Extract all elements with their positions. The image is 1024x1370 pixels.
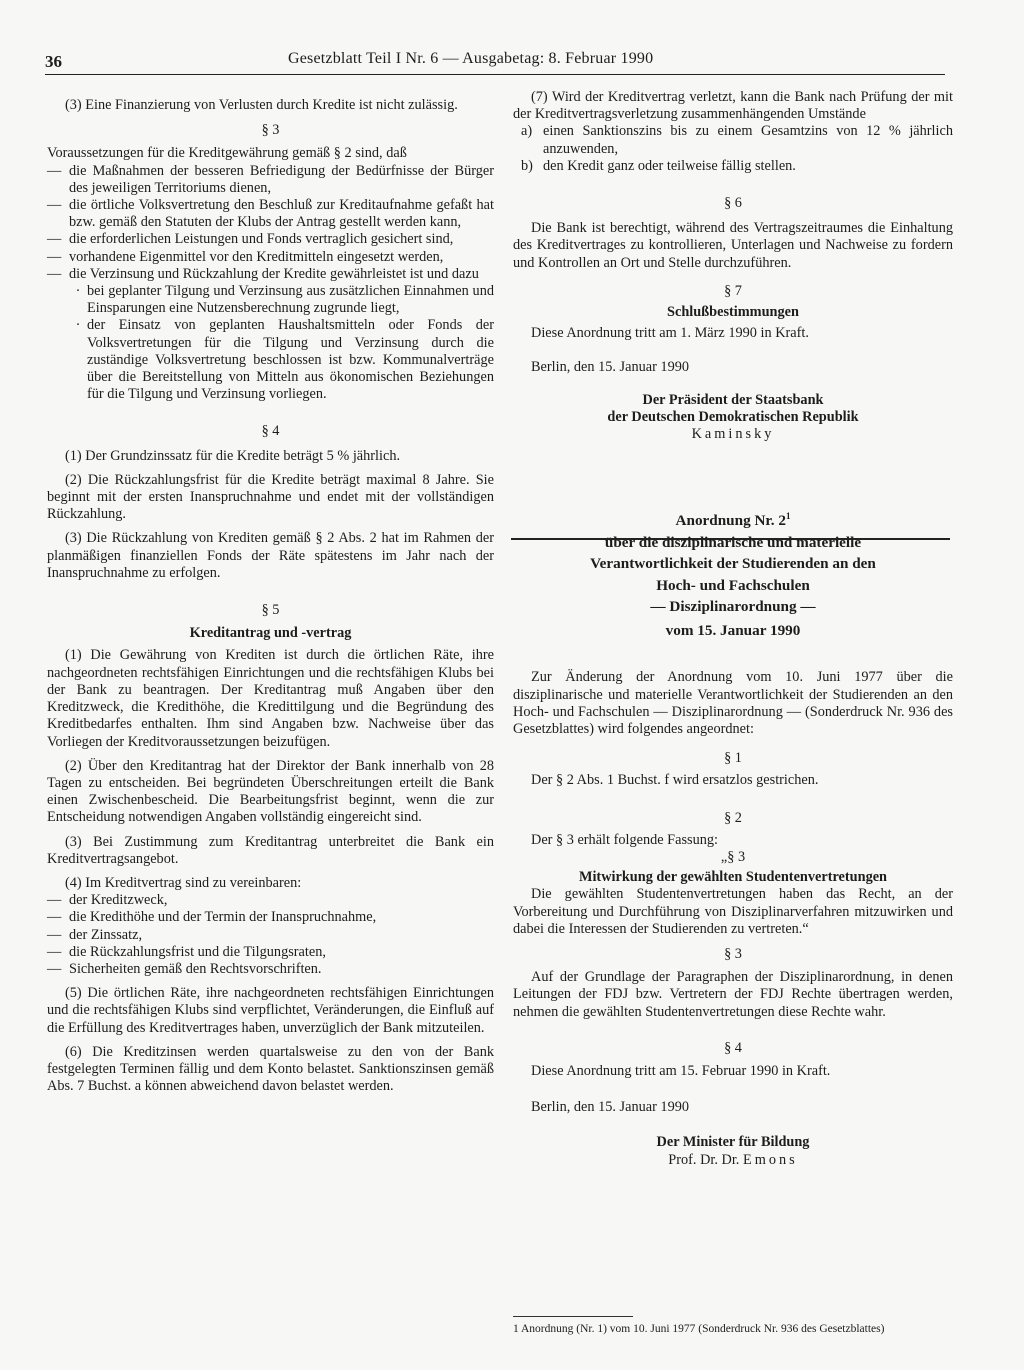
quoted-section-heading: „§ 3	[720, 848, 746, 865]
list-item: — die örtliche Volksvertretung den Beschluß zur Kreditaufnahme gefaßt hat bzw. gemäß den Statuten der Klubs der Antrag gestellt werden kann,	[47, 197, 494, 231]
paragraph: (1) Die Gewährung von Krediten ist durch die örtlichen Räte, ihre nachgeordneten rechtsfähigen Einrichtungen und die rechtsfähigen Klubs bei der Bank zu beantragen. Der Kreditantrag muß Angaben über den Kreditzweck, die Kredithöhe, die Kredittilgung und die Begründung des Kreditbedarfes enthalten. Ihm sind Angaben bzw. Nachweise über das Vorliegen der Kreditvoraussetzungen beizufügen.	[47, 647, 494, 750]
list-item: — die Verzinsung und Rückzahlung der Kredite gewährleistet ist und dazu	[47, 265, 479, 282]
ordinance-title: Anordnung Nr. $2^1$ über die disziplinarische und materielle Verantwortlichkeit der Studierenden an den Hoch- und Fachschulen — Disziplinarordnung — vom 15. Januar 1990	[590, 511, 876, 639]
paragraph: Der § 2 Abs. 1 Buchst. f wird ersatzlos gestrichen.	[531, 772, 819, 789]
paragraph: Diese Anordnung tritt am 15. Februar 1990 in Kraft.	[531, 1062, 831, 1079]
paragraph: (1) Der Grundzinssatz für die Kredite beträgt 5 % jährlich.	[65, 447, 401, 464]
list-item: b) den Kredit ganz oder teilweise fällig stellen.	[521, 157, 796, 174]
section-heading: § 3	[261, 122, 280, 139]
paragraph: Die Bank ist berechtigt, während des Vertragszeitraumes die Einhaltung des Kreditvertrages zu kontrollieren, Unterlagen und Nachweise zu fordern und Kontrollen an Ort und Stelle durchzuführen.	[513, 220, 953, 271]
paragraph: Der § 3 erhält folgende Fassung:	[531, 831, 719, 848]
section-title: Kreditantrag und -vertrag	[189, 625, 352, 642]
signer-title: Der Minister für Bildung	[656, 1134, 810, 1151]
section-heading: § 1	[724, 750, 742, 767]
paragraph: (6) Die Kreditzinsen werden quartalsweise zu den von der Bank festgelegten Terminen fällig und dem Konto belastet. Sanktionszinsen gemäß Abs. 7 Buchst. a können abweichend davon belastet werden.	[47, 1043, 494, 1095]
place-date: Berlin, den 15. Januar 1990	[531, 359, 690, 376]
paragraph: Voraussetzungen für die Kreditgewährung gemäß § 2 sind, daß	[47, 145, 407, 162]
paragraph: (4) Im Kreditvertrag sind zu vereinbaren:	[65, 874, 302, 891]
bullet-item: · bei geplanter Tilgung und Verzinsung aus zusätzlichen Einnahmen und Einsparungen eine Nutzensberechnung zugrunde liegt,	[75, 283, 494, 317]
section-heading: § 5	[261, 602, 280, 619]
page-number: 36	[45, 52, 62, 71]
list-item: — die Kredithöhe und der Termin der Inanspruchnahme,	[47, 909, 377, 926]
paragraph: Diese Anordnung tritt am 1. März 1990 in Kraft.	[531, 325, 809, 342]
paragraph: (3) Bei Zustimmung zum Kreditantrag unterbreitet die Bank ein Kreditvertragsangebot.	[47, 833, 494, 867]
list-item: — die Rückzahlungsfrist und die Tilgungsraten,	[47, 943, 326, 960]
signer-name: Kaminsky	[691, 426, 775, 443]
paragraph: (2) Die Rückzahlungsfrist für die Kredite beträgt maximal 8 Jahre. Sie beginnt mit der ersten Inanspruchnahme und endet mit der vollständigen Rückzahlung.	[47, 471, 494, 523]
footnote-marker: 1	[785, 511, 791, 522]
signer-name: Prof. Dr. Dr. Emons	[668, 1151, 798, 1168]
list-item: — die erforderlichen Leistungen und Fonds vertraglich gesichert sind,	[47, 231, 454, 248]
paragraph: (7) Wird der Kreditvertrag verletzt, kann die Bank nach Prüfung der mit der Kreditvertragsverletzung zusammenhängenden Umstände	[513, 89, 953, 123]
header-title: Gesetzblatt Teil I Nr. 6 — Ausgabetag: 8. Februar 1990	[288, 50, 654, 67]
section-heading: § 4	[261, 423, 280, 440]
section-heading: § 2	[724, 809, 742, 826]
left-column	[47, 97, 494, 1095]
paragraph: Auf der Grundlage der Paragraphen der Disziplinarordnung, in denen Leitungen der FDJ bzw. Vertretern der FDJ Rechte übertragen werden, nehmen die gewählten Studentenvertretungen diese Rechte wahr.	[513, 969, 953, 1020]
list-item: — Sicherheiten gemäß den Rechtsvorschriften.	[47, 960, 322, 977]
page-header	[45, 48, 945, 75]
section-heading: § 7	[724, 282, 742, 299]
list-item: — der Kreditzweck,	[47, 892, 168, 909]
list-item: — die Maßnahmen der besseren Befriedigung der Bedürfnisse der Bürger des jeweiligen Territoriums dienen,	[47, 162, 494, 196]
paragraph: (2) Über den Kreditantrag hat der Direktor der Bank innerhalb von 28 Tagen zu entscheiden. Bei begründeten Überschreitungen erteilt die Bank einen Zwischenbescheid. Die Bearbeitungsfrist beginnt, wenn die zur Entscheidung notwendigen Angaben vollständig eingereicht sind.	[47, 757, 494, 826]
paragraph: (3) Eine Finanzierung von Verlusten durch Kredite ist nicht zulässig.	[65, 97, 458, 113]
paragraph: Zur Änderung der Anordnung vom 10. Juni 1977 über die disziplinarische und materielle Verantwortlichkeit der Studierenden an den Hoch- und Fachschulen — Disziplinarordnung — (Sonderdruck Nr. 936 des Gesetzblattes) wird folgendes angeordnet:	[513, 669, 953, 737]
bullet-item: · der Einsatz von geplanten Haushaltsmitteln oder Fonds der Volksvertretungen für die Tilgung und Verzinsung durch die zuständige Volksvertretung beschlossen ist bzw. Kommunalverträge über die Bereitstellung von Mitteln aus ökonomischen Beziehungen für die Tilgung und Verzinsung vorliegen.	[75, 317, 494, 403]
section-divider	[511, 538, 950, 540]
section-heading: § 4	[724, 1039, 742, 1056]
footnote: 1 Anordnung (Nr. 1) vom 10. Juni 1977 (Sonderdruck Nr. 936 des Gesetzblattes)	[513, 1323, 885, 1335]
quoted-section-title: Mitwirkung der gewählten Studentenvertretungen	[578, 869, 888, 886]
signer-title: Der Präsident der Staatsbank	[642, 391, 824, 408]
section-heading: § 3	[724, 945, 742, 962]
list-item: — der Zinssatz,	[47, 926, 143, 943]
signer-title: der Deutschen Demokratischen Republik	[607, 408, 859, 425]
footnote-rule	[513, 1316, 633, 1317]
right-column	[513, 89, 953, 1169]
list-item: a) einen Sanktionszins bis zu einem Gesamtzins von 12 % jährlich anzuwenden,	[521, 123, 953, 157]
list-item: — vorhandene Eigenmittel vor den Kreditmitteln eingesetzt werden,	[47, 248, 444, 265]
section-heading: § 6	[724, 195, 742, 212]
paragraph: (5) Die örtlichen Räte, ihre nachgeordneten rechtsfähigen Einrichtungen und die rechtsfähigen Klubs sind verpflichtet, Veränderungen, die Einfluß auf die Erfüllung des Kreditvertrages haben, unverzüglich der Bank mitzuteilen.	[47, 985, 494, 1036]
section-title: Schlußbestimmungen	[667, 304, 799, 321]
place-date: Berlin, den 15. Januar 1990	[531, 1099, 690, 1116]
paragraph: (3) Die Rückzahlung von Krediten gemäß § 2 Abs. 2 hat im Rahmen der planmäßigen finanziellen Fonds der Räte spätestens im Jahr nach der Inanspruchnahme zu erfolgen.	[47, 530, 494, 581]
paragraph: Die gewählten Studentenvertretungen haben das Recht, an der Vorbereitung und Durchführung von Disziplinarverfahren mitzuwirken und dabei die Interessen der Studierenden zu vertreten.“	[513, 886, 953, 937]
